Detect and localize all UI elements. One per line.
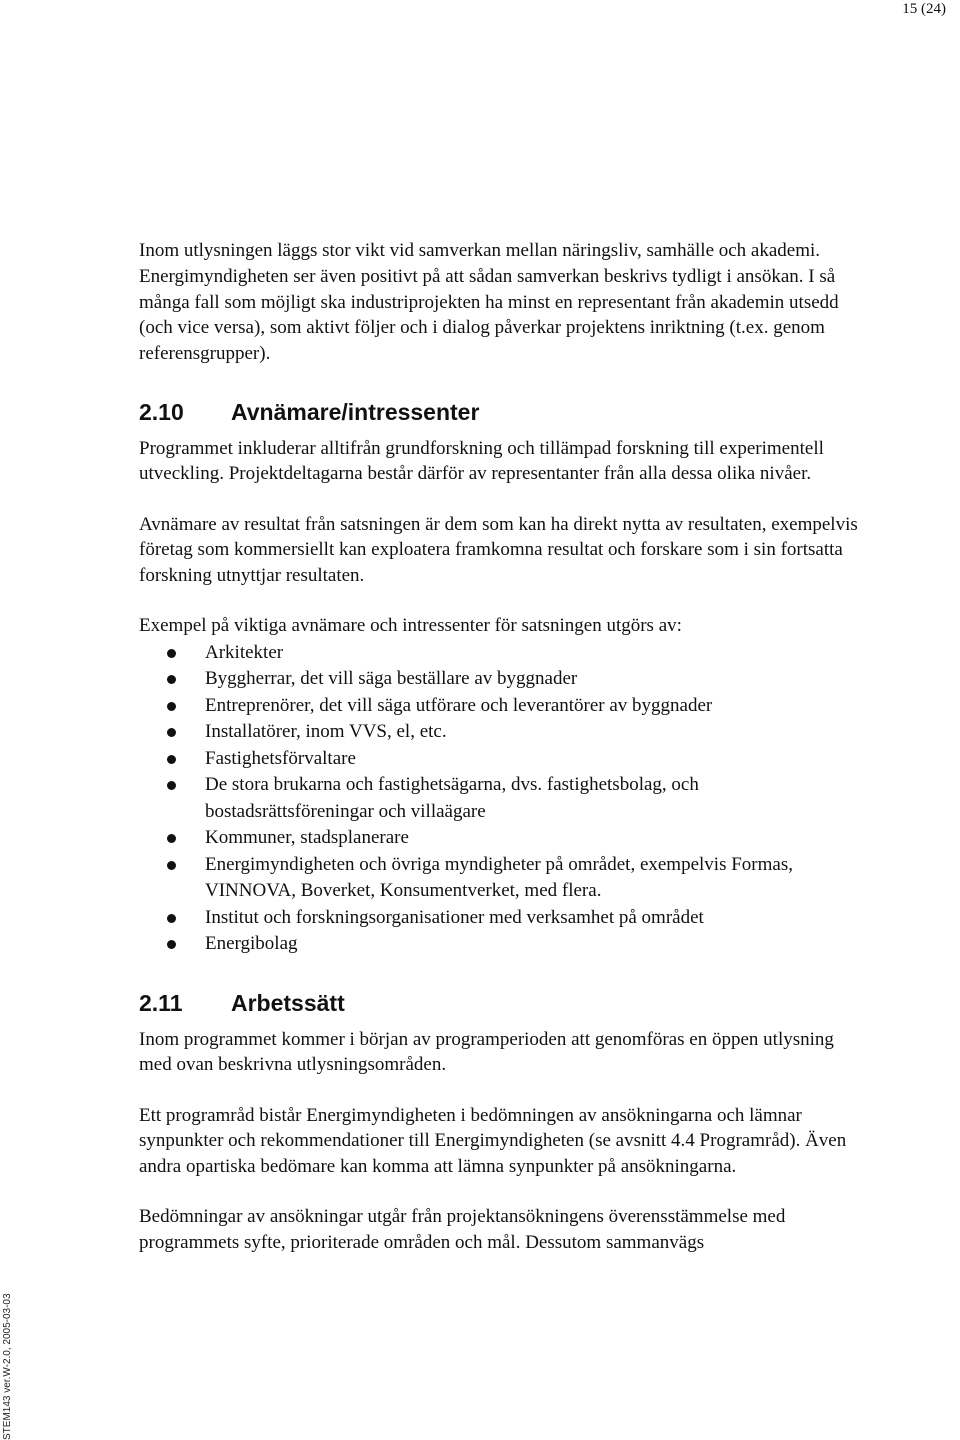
list-item [139,931,859,958]
list-item [139,693,859,720]
list-item-text: Institut och forskningsorganisationer med verksamhet på området [205,906,704,928]
page-number: 15 (24) [902,1,946,17]
stakeholder-list [139,640,859,958]
list-item-text: Kommuner, stadsplanerare [205,827,409,849]
list-item-text: Arkitekter [205,641,284,663]
paragraph: Exempel på viktiga avnämare och intressenter för satsningen utgörs av: [139,615,682,637]
list-item-text: Installatörer, inom VVS, el, etc. [205,721,447,743]
version-stamp-text: STEM143 ver.W-2.0, 2005-03-03 [2,1293,13,1440]
list-item [139,640,859,667]
list-item [139,772,859,825]
list-item-text: De stora brukarna och fastighetsägarna, dvs. fastighetsbolag, och bostadsrättsföreningar och villaägare [205,774,699,822]
list-item [139,666,859,693]
list-item-text: Energibolag [205,933,298,955]
paragraph: Avnämare av resultat från satsningen är dem som kan ha direkt nytta av resultaten, exempelvis företag som kommersiellt kan exploatera framkomna resultat och forskare som i sin fortsatta forskning utnyttjar resultaten. [139,513,858,586]
bullet-icon [167,728,176,737]
section-heading-2-11 [139,989,859,1017]
list-item-text: Byggherrar, det vill säga beställare av byggnader [205,668,578,690]
bullet-icon [167,861,176,870]
paragraph: Bedömningar av ansökningar utgår från projektansökningens överensstämmelse med programmets syfte, prioriterade områden och mål. Dessutom sammanvägs [139,1206,786,1253]
intro-paragraph: Inom utlysningen läggs stor vikt vid samverkan mellan näringsliv, samhälle och akademi. Energimyndigheten ser även positivt på att sådan samverkan beskrivs tydligt i ansökan. I så många fall som möjligt ska industriprojekten ha minst en representant från akademin utsedd (och vice versa), som aktivt följer och i dialog påverkar projektens inriktning (t.ex. genom referensgrupper). [139,240,839,365]
section-number: 2.11 [139,989,183,1016]
paragraph: Inom programmet kommer i början av programperioden att genomföras en öppen utlysning med ovan beskrivna utlysningsområden. [139,1028,834,1076]
bullet-icon [167,675,176,684]
paragraph: Ett programråd bistår Energimyndigheten i bedömningen av ansökningarna och lämnar synpunkter och rekommendationer till Energimyndigheten (se avsnitt 4.4 Programråd). Även andra opartiska bedömare kan komma att lämna synpunkter på ansökningarna. [139,1104,847,1177]
bullet-icon [167,914,176,923]
list-item [139,746,859,773]
list-item [139,719,859,746]
bullet-icon [167,781,176,790]
paragraph: Programmet inkluderar alltifrån grundforskning och tillämpad forskning till experimentell utveckling. Projektdeltagarna består därför av representanter från alla dessa olika nivåer. [139,437,824,485]
list-item [139,905,859,932]
list-item [139,825,859,852]
bullet-icon [167,755,176,764]
bullet-icon [167,649,176,658]
list-item-text: Fastighetsförvaltare [205,747,356,769]
list-item-text: Energimyndigheten och övriga myndigheter på området, exempelvis Formas, VINNOVA, Boverket, Konsumentverket, med flera. [205,853,793,902]
document-version-stamp [2,1280,16,1440]
section-title: Arbetssätt [231,989,345,1016]
bullet-icon [167,940,176,949]
list-item-text: Entreprenörer, det vill säga utförare och leverantörer av byggnader [205,694,713,716]
section-heading-2-10 [139,398,859,426]
bullet-icon [167,702,176,711]
list-item [139,852,859,905]
document-body [139,238,859,1255]
section-title: Avnämare/intressenter [231,398,480,425]
bullet-icon [167,834,176,843]
section-number: 2.10 [139,398,184,425]
